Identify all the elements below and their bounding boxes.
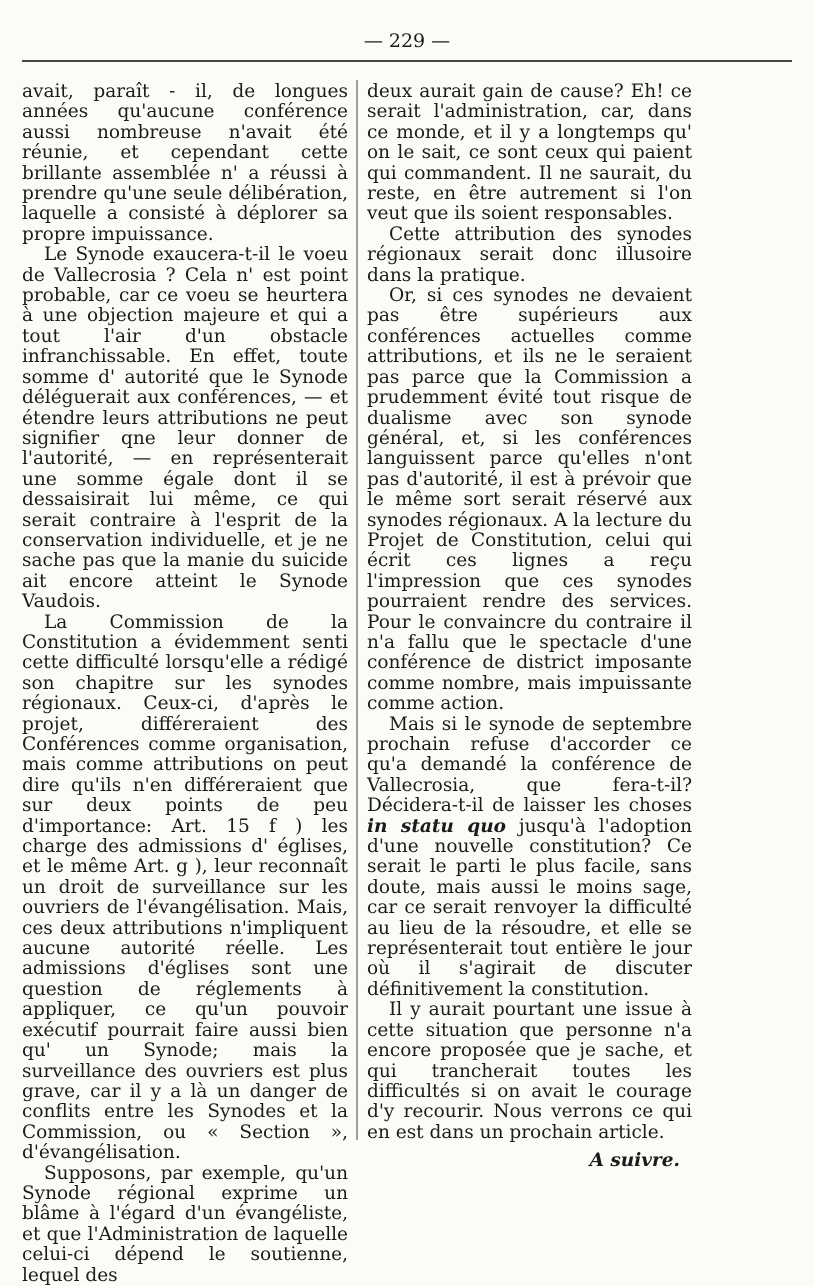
signoff: A suivre.	[589, 1150, 680, 1172]
right-column	[367, 82, 692, 1172]
left-column	[22, 82, 348, 1286]
paragraph: Cette attribution des synodes régionaux serait donc illusoire dans la pratique.	[367, 223, 692, 286]
paragraph: Or, si ces synodes ne devaient pas être supérieurs aux conférences actuelles comme attributions, et ils ne le seraient pas parce que la Commission a prudemment évité tout risque de dualisme avec son synode général, et, si les conférences languissent parce qu'elles n'ont pas d'autorité, il est à prévoir que le même sort serait réservé aux synodes régionaux. A la lecture du Projet de Constitution, celui qui écrit ces lignes a reçu l'impression que ces synodes pourraient rendre des services. Pour le convaincre du contraire il n'a fallu que le spectacle d'une conférence de district imposante comme nombre, mais impuissante comme action.	[367, 285, 692, 715]
paragraph	[367, 715, 692, 1001]
column-divider	[356, 80, 358, 1140]
text-run: jusqu'à l'adoption d'une nouvelle constitution? Ce serait le parti le plus facile, sans doute, mais aussi le moins sage, car ce serait renvoyer la difficulté au lieu de la résoudre, et elle se représenterait tout entière le jour où il s'agirait de discuter définitivement la constitution.	[367, 815, 692, 1000]
paragraph: La Commission de la Constitution a évidemment senti cette difficulté lorsqu'elle a rédigé son chapitre sur les synodes régionaux. Ceux-ci, d'après le projet, différeraient des Conférences comme organisation, mais comme attributions on peut dire qu'ils n'en différeraient que sur deux points de peu d'importance: Art. 15 f ) les charge des admissions d' églises, et le même Art. g ), leur reconnaît un droit de surveillance sur les ouvriers de l'évangélisation. Mais, ces deux attributions n'impliquent aucune autorité réelle. Les admissions d'églises sont une question de réglements à appliquer, ce qu'un pouvoir exécutif pourrait faire aussi bien qu' un Synode; mais la surveillance des ouvriers est plus grave, car il y a là un danger de conflits entre les Synodes et la Commission, ou « Section », d'évangélisation.	[22, 611, 348, 1164]
page-number: — 229 —	[363, 30, 451, 52]
italic-phrase: in statu quo	[367, 815, 506, 837]
paragraph: deux aurait gain de cause? Eh! ce serait l'administration, car, dans ce monde, et il y a longtemps qu' on le sait, ce sont ceux qui paient qui commandent. Il ne saurait, du reste, en être autrement si l'on veut que ils soient responsables.	[367, 81, 692, 225]
paragraph: Supposons, par exemple, qu'un Synode régional exprime un blâme à l'égard d'un évangéliste, et que l'Administration de laquelle celui-ci dépend le soutienne, lequel des	[22, 1162, 348, 1286]
text-run: Mais si le synode de septembre prochain refuse d'accorder ce qu'a demandé la conférence de Vallecrosia, que fera-t-il? Décidera-t-il de laisser les choses	[367, 713, 692, 817]
paragraph: Il y aurait pourtant une issue à cette situation que personne n'a encore proposée que je sache, et qui trancherait toutes les difficultés si on avait le courage d'y recourir. Nous verrons ce qui en est dans un prochain article.	[367, 999, 692, 1143]
header-rule	[22, 60, 792, 62]
paragraph: Le Synode exaucera-t-il le voeu de Vallecrosia ? Cela n' est point probable, car ce voeu se heurtera à une objection majeure et qui a tout l'air d'un obstacle infranchissable. En effet, toute somme d' autorité que le Synode déléguerait aux conférences, — et étendre leurs attributions ne peut signifier qne leur donner de l'autorité, — en représenterait une somme égale dont il se dessaisirait lui même, ce qui serait contraire à l'esprit de la conservation individuelle, et je ne sache pas que la manie du suicide ait encore atteint le Synode Vaudois.	[22, 244, 348, 613]
paragraph: avait, paraît - il, de longues années qu'aucune conférence aussi nombreuse n'avait été réunie, et cependant cette brillante assemblée n' a réussi à prendre qu'une seule délibération, laquelle a consisté à déplorer sa propre impuissance.	[22, 81, 348, 245]
